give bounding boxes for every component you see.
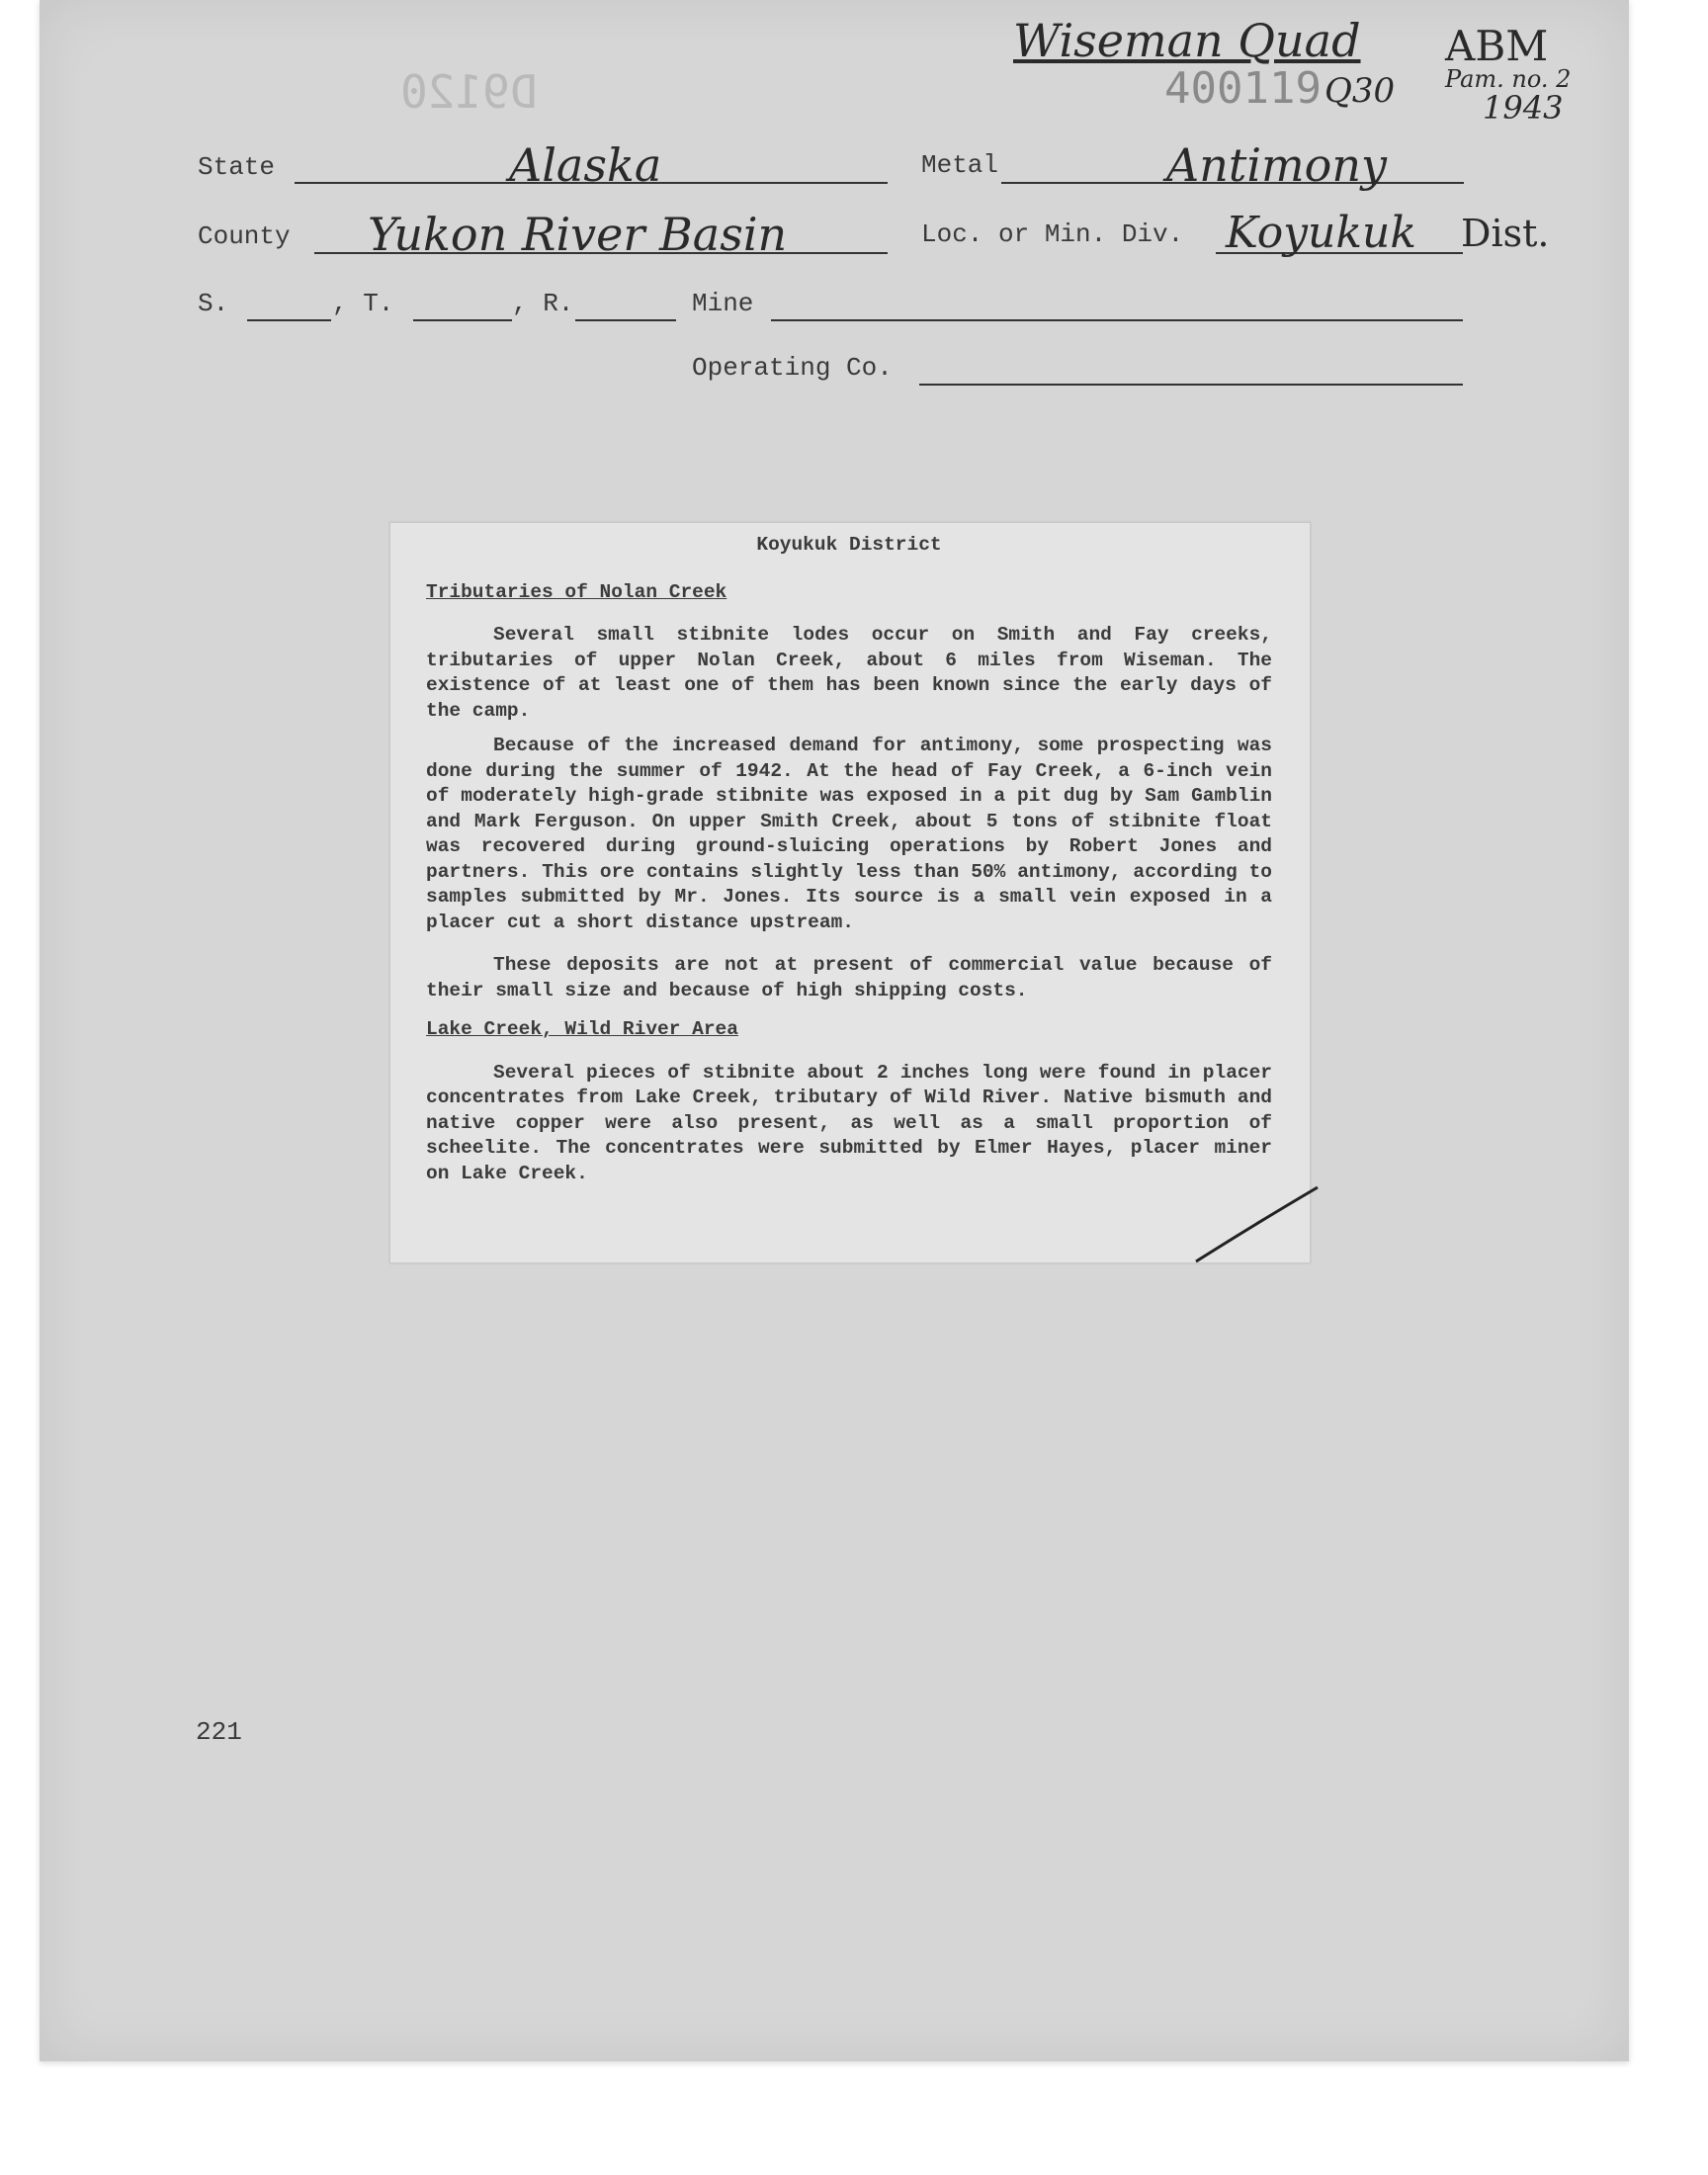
- section-heading-lake-creek: Lake Creek, Wild River Area: [426, 1018, 738, 1040]
- loc-label: Loc. or Min. Div.: [921, 219, 1184, 249]
- pamphlet-annotation: Pam. no. 2: [1445, 65, 1572, 93]
- loc-value: Koyukuk: [1226, 208, 1417, 258]
- paragraph-4: Several pieces of stibnite about 2 inches long were found in placer concentrates from Lake Creek, tributary of Wild River. Native bismuth and native copper were also present, as well as a small proportion of scheelite. The concentrates were submitted by Elmer Hayes, placer miner on Lake Creek.: [426, 1061, 1272, 1184]
- county-value: Yukon River Basin: [368, 208, 788, 261]
- range-label: , R.: [512, 289, 574, 318]
- check-mark-icon: [1191, 1177, 1329, 1266]
- stamp-suffix: Q30: [1324, 71, 1396, 111]
- quad-annotation: Wiseman Quad: [1013, 14, 1361, 67]
- faint-stamp: D9120: [400, 65, 538, 119]
- section-line: [247, 319, 331, 321]
- township-line: [413, 319, 512, 321]
- operating-co-line: [919, 384, 1463, 386]
- state-label: State: [198, 152, 276, 182]
- section-heading-nolan-creek: Tributaries of Nolan Creek: [426, 580, 727, 603]
- state-value: Alaska: [509, 138, 662, 192]
- county-label: County: [198, 221, 291, 251]
- metal-value: Antimony: [1166, 138, 1387, 192]
- mine-line: [771, 319, 1463, 321]
- clipping-body: [426, 533, 1272, 1186]
- operating-co-label: Operating Co.: [692, 353, 893, 383]
- paragraph-3: These deposits are not at present of commercial value because of their small size and because of high shipping costs.: [426, 954, 1272, 1001]
- stamp-number: 400119: [1164, 63, 1322, 114]
- range-line: [575, 319, 676, 321]
- township-label: , T.: [332, 289, 394, 318]
- mine-label: Mine: [692, 289, 754, 318]
- newspaper-clipping: [389, 522, 1311, 1263]
- year-annotation: 1943: [1483, 89, 1564, 127]
- section-label: S.: [198, 289, 229, 318]
- paragraph-2: Because of the increased demand for antimony, some prospecting was done during the summer of 1942. At the head of Fay Creek, a 6-inch vein of moderately high-grade stibnite was exposed in a pit dug by Sam Gamblin and Mark Ferguson. On upper Smith Creek, about 5 tons of stibnite float was recovered during ground-sluicing operations by Robert Jones and partners. This ore contains slightly less than 50% antimony, according to samples submitted by Mr. Jones. Its source is a small vein exposed in a placer cut a short distance upstream.: [426, 735, 1272, 933]
- clipping-title: Koyukuk District: [756, 534, 942, 556]
- page-number: 221: [196, 1717, 242, 1747]
- abm-annotation: ABM: [1445, 22, 1549, 70]
- paragraph-1: Several small stibnite lodes occur on Smith and Fay creeks, tributaries of upper Nolan Creek, about 6 miles from Wiseman. The existence of at least one of them has been known since the early days of the camp.: [426, 624, 1272, 722]
- loc-suffix: Dist.: [1461, 212, 1550, 255]
- metal-label: Metal: [921, 150, 999, 180]
